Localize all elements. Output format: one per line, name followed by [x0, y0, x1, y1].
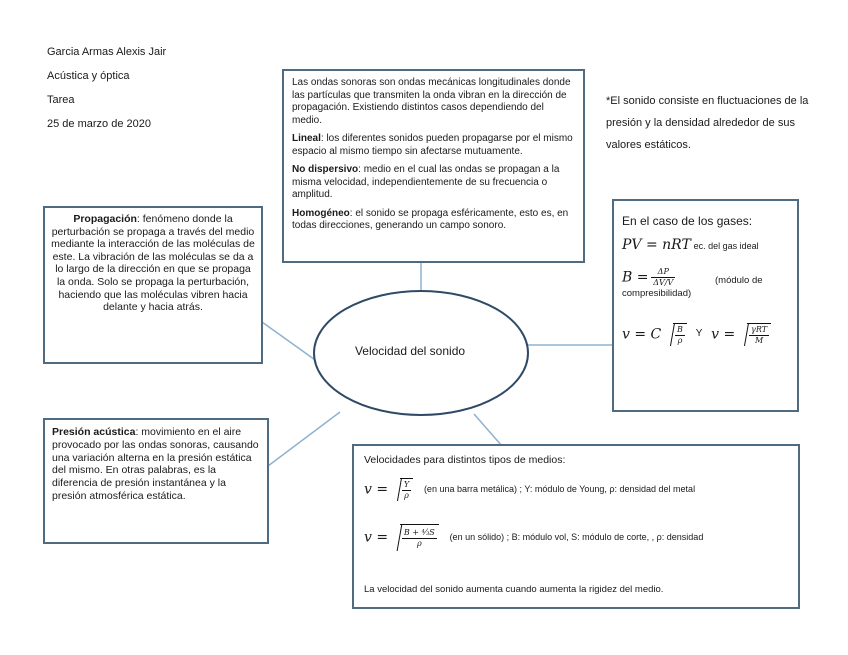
speed-gas-num: B	[677, 325, 683, 334]
speed-and-label: Y	[695, 328, 703, 340]
speed-gas-equation	[622, 323, 771, 346]
pressure-box	[43, 418, 269, 544]
speed-gas2-num: γRT	[751, 325, 768, 334]
top-definition-box	[282, 69, 585, 263]
gas-box	[612, 199, 799, 412]
homog-title: Homogéneo	[292, 207, 350, 219]
speed-gas2-sqrt	[738, 323, 771, 346]
speed-bar-num: Y	[403, 480, 410, 489]
lineal-item	[292, 133, 575, 158]
center-topic: Velocidad del sonido	[354, 344, 466, 358]
nodisp-title: No dispersivo	[292, 164, 359, 175]
course-name: Acústica y óptica	[47, 70, 130, 82]
propagation-title: Propagación	[73, 213, 137, 225]
assignment-type: Tarea	[47, 94, 75, 106]
speed-bar-equation	[364, 478, 695, 501]
lineal-title: Lineal	[292, 133, 321, 144]
speed-gas2-lhs: v =	[711, 326, 736, 343]
sound-note: *El sonido consiste en fluctuaciones de la presión y la densidad alrededor de sus valores estáticos.	[606, 95, 809, 151]
propagation-box	[43, 206, 263, 364]
bulk-modulus-note: (módulo de compresibilidad)	[622, 275, 763, 299]
speed-solid-lhs: v =	[364, 529, 389, 546]
speed-solid-equation	[364, 524, 703, 551]
bulk-modulus-lhs: B =	[622, 269, 649, 286]
speed-gas-lhs: v = C	[622, 326, 662, 343]
assignment-date: 25 de marzo de 2020	[47, 118, 151, 130]
connector-bottom-right	[474, 414, 502, 446]
connector-bottom-left	[268, 412, 340, 466]
ideal-gas-formula: PV = nRT	[622, 237, 691, 253]
gas-title: En el caso de los gases:	[622, 214, 753, 228]
speed-gas-sqrt	[664, 323, 687, 346]
speed-bar-fraction	[402, 480, 411, 501]
speed-gas-den: ρ	[677, 336, 683, 345]
speed-solid-den: ρ	[416, 539, 422, 548]
ideal-gas-equation	[622, 239, 759, 254]
nodisp-text: : medio en el cual las ondas se propagan a la misma velocidad, independientemente de su frecuencia o amplitud.	[292, 164, 560, 200]
speed-bar-lhs: v =	[364, 481, 389, 498]
speed-bar-note: (en una barra metálica) ; Y: módulo de Young, ρ: densidad del metal	[423, 484, 696, 495]
speed-solid-note: (en un sólido) ; B: módulo vol, S: módulo de corte, , ρ: densidad	[449, 532, 704, 543]
pressure-title: Presión acústica	[52, 426, 136, 438]
media-box	[352, 444, 800, 609]
homog-item	[292, 208, 575, 233]
homog-text: : el sonido se propaga esféricamente, esto es, en todas direcciones, generando un campo sonoro.	[292, 207, 569, 231]
nodisp-item	[292, 164, 575, 202]
pressure-text: : movimiento en el aire provocado por las ondas sonoras, causando una variación alterna en la presión estática del mismo. En otras palabras, es la diferencia de presión instantánea y la presión atmosférica estática.	[52, 426, 259, 502]
speed-gas2-fraction	[749, 325, 769, 346]
speed-bar-den: ρ	[404, 491, 409, 500]
propagation-text: : fenómeno donde la perturbación se propaga a través del medio mediante la interacción de las moléculas de este. La vibración de las moléculas se da a lo largo de la dirección en que se propaga la onda. Solo se propaga la perturbación, haciendo que las moléculas vibren hacia delante y hacia atrás.	[51, 213, 255, 314]
speed-bar-sqrt	[391, 478, 413, 501]
speed-gas-fraction	[675, 325, 685, 346]
speed-solid-fraction	[402, 528, 437, 549]
connector-left	[262, 322, 318, 362]
speed-solid-sqrt	[391, 524, 439, 551]
bulk-modulus-num: ΔP	[651, 267, 675, 278]
speed-solid-num: B + ⁴⁄₃S	[403, 528, 435, 537]
lineal-text: : los diferentes sonidos pueden propagarse por el mismo espacio al mismo tiempo sin afectarse mutuamente.	[292, 133, 573, 157]
author-name: Garcia Armas Alexis Jair	[47, 46, 167, 58]
media-conclusion: La velocidad del sonido aumenta cuando aumenta la rigidez del medio.	[364, 584, 664, 595]
bulk-modulus-den: ΔV/V	[653, 278, 674, 287]
speed-gas2-den: M	[754, 336, 764, 345]
ideal-gas-note: ec. del gas ideal	[693, 241, 759, 251]
media-title: Velocidades para distintos tipos de medios:	[364, 454, 566, 466]
intro-text: Las ondas sonoras son ondas mecánicas longitudinales donde las partículas que transmiten la onda vibran en la dirección de propagación. Existiendo distintos casos dependiendo del medio.	[292, 77, 571, 126]
